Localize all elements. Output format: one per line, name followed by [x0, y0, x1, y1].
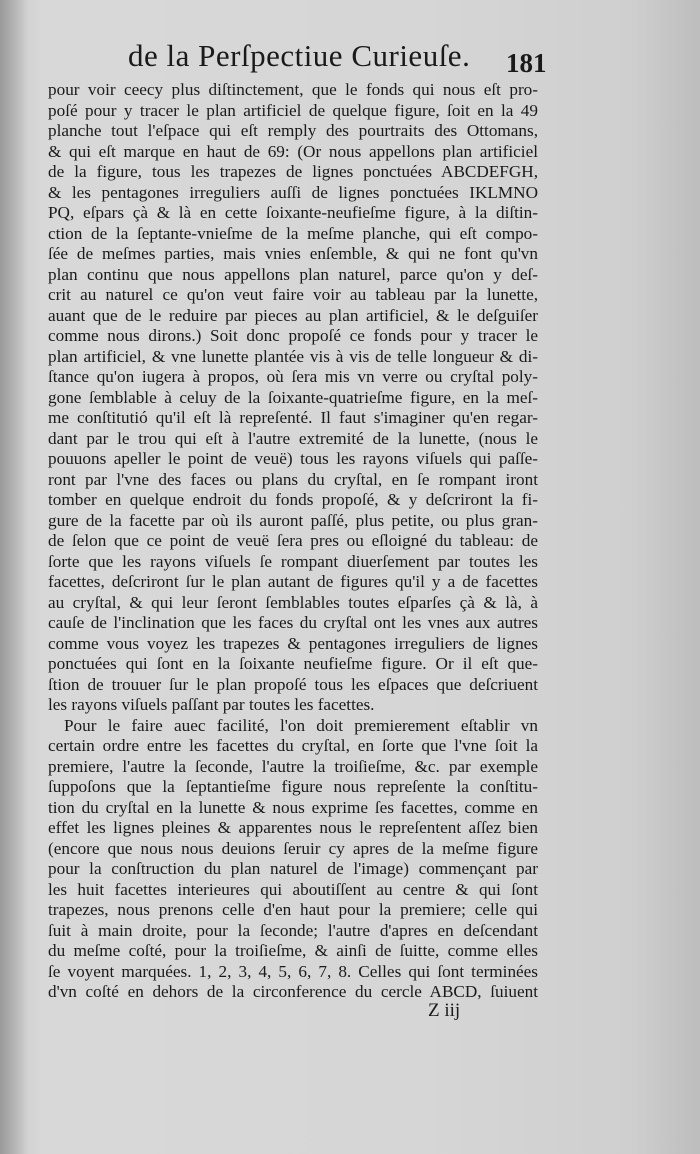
text-line: & qui eſt marque en haut de 69: (Or nous appellons plan artificiel	[48, 141, 538, 161]
text-line: tion du cryſtal en la lunette & nous exprime ſes facettes, comme en	[48, 797, 538, 817]
text-line: ponctuées qui ſont en la ſoixante neufieſme figure. Or il eſt que-	[48, 654, 538, 673]
text-line: ſtance qu'on iugera à propos, où ſera mis vn verre ou cryſtal poly-	[48, 367, 538, 386]
text-line: dant par le trou qui eſt à l'autre extremité de la lunette, (nous le	[48, 428, 538, 448]
text-line: ſuit à main droite, pour la ſeconde; l'autre d'apres en deſcendant	[48, 920, 538, 940]
text-line: & les pentagones irreguliers auſſi de lignes ponctuées IKLMNO	[48, 182, 538, 202]
text-line: ſorte que les rayons viſuels ſe rompant diuerſement par toutes les	[48, 551, 538, 571]
text-line: crit au naturel ce qu'on veut faire voir au tableau par la lunette,	[48, 285, 538, 304]
text-line: d'vn coſté en dehors de la circonference du cercle ABCD, ſuiuent	[48, 982, 538, 1001]
text-line: certain ordre entre les facettes du cryſtal, en ſorte que l'vne ſoit la	[48, 736, 538, 755]
body-text	[48, 80, 538, 1003]
text-line: ction de la ſeptante-vnieſme de la meſme planche, qui eſt compo-	[48, 223, 538, 243]
gutter-shadow	[0, 0, 28, 1154]
text-line: pour voir ceecy plus diſtinctement, que le fonds qui nous eſt pro-	[48, 80, 538, 99]
running-title: de la Perſpectiue Curieuſe.	[128, 38, 471, 73]
text-line: facettes, deſcriront ſur le plan autant de figures qu'il y a de facettes	[48, 572, 538, 591]
signature-mark: Z iij	[428, 1000, 461, 1021]
text-line: poſé pour y tracer le plan artificiel de quelque figure, ſoit en la 49	[48, 100, 538, 120]
text-line: PQ, eſpars çà & là en cette ſoixante-neufieſme figure, à la diſtin-	[48, 203, 538, 222]
text-line: planche tout l'eſpace qui eſt remply des pourtraits des Ottomans,	[48, 121, 538, 140]
text-line: cauſe de l'inclination que les faces du cryſtal ont les vnes aux autres	[48, 613, 538, 632]
text-line: au cryſtal, & qui leur ſeront ſemblables toutes eſparſes çà & là, à	[48, 592, 538, 612]
text-line: comme nous dirons.) Soit donc propoſé ce fonds pour y tracer le	[48, 326, 538, 345]
text-line: ſée de meſmes parties, mais vnies enſemble, & qui ne font qu'vn	[48, 244, 538, 263]
text-line: pouuons apeller le point de veuë) tous les rayons viſuels qui paſſe-	[48, 449, 538, 468]
text-line: ſtion de trouuer ſur le plan propoſé tous les eſpaces que deſcriuent	[48, 674, 538, 694]
text-line: pour la conſtruction du plan naturel de l'image) commençant par	[48, 859, 538, 878]
text-line: ront par l'vne des faces ou plans du cryſtal, en ſe rompant iront	[48, 469, 538, 489]
text-line: auant que de le reduire par pieces au plan artificiel, & le deſguiſer	[48, 305, 538, 325]
text-line: (encore que nous nous deuions ſeruir cy apres de la meſme figure	[48, 838, 538, 858]
text-line: premiere, l'autre la ſeconde, l'autre la troiſieſme, &c. par exemple	[48, 756, 538, 776]
text-line: de la figure, tous les trapezes de lignes ponctuées ABCDEFGH,	[48, 162, 538, 181]
text-line: tomber en quelque endroit du fonds propoſé, & y deſcriront la fi-	[48, 490, 538, 509]
text-line: plan continu que nous appellons plan naturel, parce qu'on y deſ-	[48, 264, 538, 284]
text-line: du meſme coſté, pour la troiſieſme, & ainſi de ſuitte, comme elles	[48, 941, 538, 960]
text-line: effet les lignes pleines & apparentes nous le repreſentent aſſez bien	[48, 818, 538, 837]
text-line: comme vous voyez les trapezes & pentagones irreguliers de lignes	[48, 633, 538, 653]
page-number: 181	[506, 48, 547, 78]
text-line: me conſtitutió qu'il eſt là repreſenté. Il faut s'imaginer qu'en regar-	[48, 408, 538, 427]
text-line: gone ſemblable à celuy de la ſoixante-quatrieſme figure, en la meſ-	[48, 387, 538, 407]
text-line: trapezes, nous prenons celle d'en haut pour la premiere; celle qui	[48, 900, 538, 919]
text-line: de ſelon que ce point de veuë ſera pres ou eſloigné du tableau: de	[48, 531, 538, 550]
text-line: les huit facettes interieures qui aboutiſſent au centre & qui ſont	[48, 879, 538, 899]
text-line: Pour le faire auec facilité, l'on doit premierement eſtablir vn	[64, 715, 538, 735]
text-line: ſe voyent marquées. 1, 2, 3, 4, 5, 6, 7, 8. Celles qui ſont terminées	[48, 961, 538, 981]
text-line: ſuppoſons que la ſeptantieſme figure nous repreſente la conſtitu-	[48, 777, 538, 796]
text-line: plan artificiel, & vne lunette plantée vis à vis de telle longueur & di-	[48, 346, 538, 366]
text-line: gure de la facette par où ils auront paſſé, plus petite, ou plus gran-	[48, 510, 538, 530]
text-line: les rayons viſuels paſſant par toutes les facettes.	[48, 695, 375, 714]
